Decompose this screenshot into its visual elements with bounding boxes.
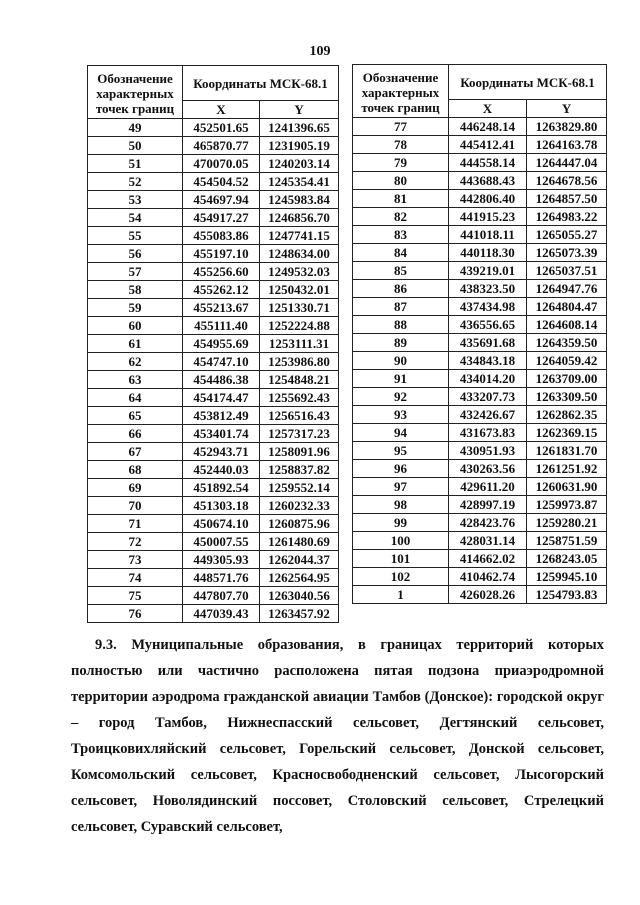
table-row <box>88 389 339 407</box>
point-number-cell: 96 <box>353 460 449 478</box>
y-coordinate-cell: 1241396.65 <box>260 119 339 137</box>
y-coordinate-cell: 1245354.41 <box>260 173 339 191</box>
x-coordinate-cell: 454486.38 <box>183 371 260 389</box>
y-coordinate-cell: 1253986.80 <box>260 353 339 371</box>
coordinates-header: Координаты МСК-68.1 <box>449 65 607 100</box>
table-row <box>88 587 339 605</box>
point-number-cell: 77 <box>353 118 449 136</box>
point-number-cell: 71 <box>88 515 183 533</box>
table-row <box>353 226 607 244</box>
table-row <box>353 406 607 424</box>
x-coordinate-cell: 434014.20 <box>449 370 527 388</box>
y-coordinate-cell: 1263457.92 <box>260 605 339 623</box>
table-row <box>353 244 607 262</box>
x-coordinate-cell: 426028.26 <box>449 586 527 604</box>
point-number-cell: 52 <box>88 173 183 191</box>
point-number-cell: 101 <box>353 550 449 568</box>
y-coordinate-cell: 1268243.05 <box>527 550 607 568</box>
table-row <box>353 280 607 298</box>
x-coordinate-cell: 452501.65 <box>183 119 260 137</box>
x-coordinate-cell: 441915.23 <box>449 208 527 226</box>
table-row <box>353 208 607 226</box>
y-coordinate-cell: 1258837.82 <box>260 461 339 479</box>
y-coordinate-cell: 1264059.42 <box>527 352 607 370</box>
table-row <box>353 298 607 316</box>
x-coordinate-cell: 447807.70 <box>183 587 260 605</box>
municipalities-paragraph: 9.3. Муниципальные образования, в границах территорий которых полностью или частично расположена пятая подзона приаэродромной территории аэродрома гражданской авиации Тамбов (Донское): городской округ – город Тамбов, Нижнеспасский сельсовет, Дегтянский сельсовет, Троицковихляйский сельсовет, Горельский сельсовет, Донской сельсовет, Комсомольский сельсовет, Красносвободненский сельсовет, Лысогорский сельсовет, Новолядинский поссовет, Столовский сельсовет, Стрелецкий сельсовет, Суравский сельсовет, <box>71 637 604 835</box>
y-coordinate-cell: 1240203.14 <box>260 155 339 173</box>
point-number-cell: 64 <box>88 389 183 407</box>
table-row <box>88 155 339 173</box>
x-coordinate-cell: 435691.68 <box>449 334 527 352</box>
y-coordinate-cell: 1247741.15 <box>260 227 339 245</box>
table-row <box>88 353 339 371</box>
y-coordinate-cell: 1261831.70 <box>527 442 607 460</box>
point-number-cell: 93 <box>353 406 449 424</box>
table-row <box>353 316 607 334</box>
point-number-cell: 73 <box>88 551 183 569</box>
table-row <box>88 371 339 389</box>
x-coordinate-cell: 454504.52 <box>183 173 260 191</box>
table-row <box>88 245 339 263</box>
x-coordinate-cell: 447039.43 <box>183 605 260 623</box>
table-row <box>353 352 607 370</box>
coordinates-table-right <box>352 64 607 604</box>
table-row <box>353 442 607 460</box>
table-row <box>353 586 607 604</box>
y-coordinate-cell: 1262369.15 <box>527 424 607 442</box>
table-row <box>353 496 607 514</box>
x-coordinate-cell: 448571.76 <box>183 569 260 587</box>
y-coordinate-cell: 1251330.71 <box>260 299 339 317</box>
table-row <box>88 497 339 515</box>
y-coordinate-cell: 1258091.96 <box>260 443 339 461</box>
point-number-cell: 78 <box>353 136 449 154</box>
table-row <box>353 118 607 136</box>
x-coordinate-cell: 438323.50 <box>449 280 527 298</box>
table-row <box>88 137 339 155</box>
x-coordinate-cell: 450674.10 <box>183 515 260 533</box>
point-number-cell: 75 <box>88 587 183 605</box>
table-row <box>88 461 339 479</box>
table-row <box>88 281 339 299</box>
point-number-cell: 91 <box>353 370 449 388</box>
y-coordinate-cell: 1264857.50 <box>527 190 607 208</box>
table-row <box>88 191 339 209</box>
table-row <box>88 533 339 551</box>
point-number-cell: 59 <box>88 299 183 317</box>
point-number-cell: 90 <box>353 352 449 370</box>
x-coordinate-cell: 441018.11 <box>449 226 527 244</box>
table-row <box>88 407 339 425</box>
y-coordinate-cell: 1264678.56 <box>527 172 607 190</box>
y-coordinate-cell: 1252224.88 <box>260 317 339 335</box>
table-row <box>88 605 339 623</box>
y-coordinate-cell: 1261480.69 <box>260 533 339 551</box>
table-row <box>88 551 339 569</box>
table-row <box>88 443 339 461</box>
coordinates-table-left <box>87 65 339 623</box>
point-number-cell: 88 <box>353 316 449 334</box>
point-number-cell: 72 <box>88 533 183 551</box>
x-coordinate-cell: 428997.19 <box>449 496 527 514</box>
x-coordinate-cell: 454917.27 <box>183 209 260 227</box>
y-coordinate-cell: 1256516.43 <box>260 407 339 425</box>
x-column-header: X <box>183 101 260 119</box>
y-coordinate-cell: 1253111.31 <box>260 335 339 353</box>
table-row <box>88 425 339 443</box>
point-label-header: Обозначение характерных точек границ <box>88 66 183 119</box>
y-coordinate-cell: 1246856.70 <box>260 209 339 227</box>
point-number-cell: 69 <box>88 479 183 497</box>
x-coordinate-cell: 434843.18 <box>449 352 527 370</box>
point-number-cell: 76 <box>88 605 183 623</box>
point-number-cell: 99 <box>353 514 449 532</box>
coordinates-header: Координаты МСК-68.1 <box>183 66 339 101</box>
y-coordinate-cell: 1250432.01 <box>260 281 339 299</box>
table-row <box>88 317 339 335</box>
y-coordinate-cell: 1265037.51 <box>527 262 607 280</box>
y-coordinate-cell: 1258751.59 <box>527 532 607 550</box>
point-number-cell: 63 <box>88 371 183 389</box>
point-number-cell: 83 <box>353 226 449 244</box>
y-coordinate-cell: 1231905.19 <box>260 137 339 155</box>
x-coordinate-cell: 451303.18 <box>183 497 260 515</box>
point-number-cell: 67 <box>88 443 183 461</box>
table-row <box>88 479 339 497</box>
point-number-cell: 1 <box>353 586 449 604</box>
y-coordinate-cell: 1248634.00 <box>260 245 339 263</box>
x-coordinate-cell: 455197.10 <box>183 245 260 263</box>
y-coordinate-cell: 1245983.84 <box>260 191 339 209</box>
point-number-cell: 62 <box>88 353 183 371</box>
table-row <box>88 119 339 137</box>
point-number-cell: 61 <box>88 335 183 353</box>
point-number-cell: 74 <box>88 569 183 587</box>
x-coordinate-cell: 437434.98 <box>449 298 527 316</box>
point-number-cell: 53 <box>88 191 183 209</box>
x-coordinate-cell: 443688.43 <box>449 172 527 190</box>
y-coordinate-cell: 1264804.47 <box>527 298 607 316</box>
point-number-cell: 51 <box>88 155 183 173</box>
point-number-cell: 60 <box>88 317 183 335</box>
point-number-cell: 58 <box>88 281 183 299</box>
x-coordinate-cell: 454747.10 <box>183 353 260 371</box>
x-coordinate-cell: 446248.14 <box>449 118 527 136</box>
x-coordinate-cell: 454174.47 <box>183 389 260 407</box>
table-row <box>88 569 339 587</box>
table-row <box>353 478 607 496</box>
x-coordinate-cell: 453812.49 <box>183 407 260 425</box>
point-number-cell: 50 <box>88 137 183 155</box>
page-number: 109 <box>309 44 331 59</box>
x-coordinate-cell: 428031.14 <box>449 532 527 550</box>
table-row <box>88 173 339 191</box>
y-coordinate-cell: 1257317.23 <box>260 425 339 443</box>
x-coordinate-cell: 455083.86 <box>183 227 260 245</box>
point-number-cell: 80 <box>353 172 449 190</box>
table-row <box>88 515 339 533</box>
x-coordinate-cell: 410462.74 <box>449 568 527 586</box>
table-row <box>353 460 607 478</box>
point-number-cell: 94 <box>353 424 449 442</box>
point-number-cell: 92 <box>353 388 449 406</box>
x-coordinate-cell: 465870.77 <box>183 137 260 155</box>
x-coordinate-cell: 431673.83 <box>449 424 527 442</box>
x-coordinate-cell: 439219.01 <box>449 262 527 280</box>
y-coordinate-cell: 1264983.22 <box>527 208 607 226</box>
table-row <box>353 136 607 154</box>
table-row <box>353 334 607 352</box>
y-coordinate-cell: 1263309.50 <box>527 388 607 406</box>
y-coordinate-cell: 1260631.90 <box>527 478 607 496</box>
x-coordinate-cell: 455213.67 <box>183 299 260 317</box>
point-number-cell: 102 <box>353 568 449 586</box>
table-row <box>88 263 339 281</box>
y-coordinate-cell: 1264447.04 <box>527 154 607 172</box>
y-coordinate-cell: 1259973.87 <box>527 496 607 514</box>
point-number-cell: 87 <box>353 298 449 316</box>
point-number-cell: 85 <box>353 262 449 280</box>
x-coordinate-cell: 454955.69 <box>183 335 260 353</box>
table-row <box>353 550 607 568</box>
x-coordinate-cell: 470070.05 <box>183 155 260 173</box>
y-coordinate-cell: 1264608.14 <box>527 316 607 334</box>
x-coordinate-cell: 429611.20 <box>449 478 527 496</box>
point-number-cell: 57 <box>88 263 183 281</box>
point-number-cell: 70 <box>88 497 183 515</box>
y-coordinate-cell: 1263040.56 <box>260 587 339 605</box>
table-row <box>88 335 339 353</box>
y-coordinate-cell: 1262862.35 <box>527 406 607 424</box>
x-coordinate-cell: 442806.40 <box>449 190 527 208</box>
y-coordinate-cell: 1255692.43 <box>260 389 339 407</box>
y-coordinate-cell: 1264163.78 <box>527 136 607 154</box>
y-coordinate-cell: 1259280.21 <box>527 514 607 532</box>
table-row <box>353 262 607 280</box>
point-number-cell: 95 <box>353 442 449 460</box>
x-coordinate-cell: 433207.73 <box>449 388 527 406</box>
x-coordinate-cell: 451892.54 <box>183 479 260 497</box>
table-row <box>88 209 339 227</box>
y-coordinate-cell: 1259552.14 <box>260 479 339 497</box>
table-row <box>353 172 607 190</box>
x-coordinate-cell: 454697.94 <box>183 191 260 209</box>
table-row <box>353 190 607 208</box>
x-coordinate-cell: 452943.71 <box>183 443 260 461</box>
y-coordinate-cell: 1261251.92 <box>527 460 607 478</box>
y-coordinate-cell: 1262564.95 <box>260 569 339 587</box>
x-coordinate-cell: 452440.03 <box>183 461 260 479</box>
x-coordinate-cell: 445412.41 <box>449 136 527 154</box>
y-coordinate-cell: 1265073.39 <box>527 244 607 262</box>
y-column-header: Y <box>527 100 607 118</box>
x-coordinate-cell: 453401.74 <box>183 425 260 443</box>
table-row <box>353 154 607 172</box>
table-row <box>353 370 607 388</box>
point-number-cell: 79 <box>353 154 449 172</box>
point-number-cell: 68 <box>88 461 183 479</box>
y-coordinate-cell: 1260875.96 <box>260 515 339 533</box>
y-coordinate-cell: 1254793.83 <box>527 586 607 604</box>
x-coordinate-cell: 428423.76 <box>449 514 527 532</box>
y-coordinate-cell: 1263829.80 <box>527 118 607 136</box>
x-coordinate-cell: 430951.93 <box>449 442 527 460</box>
point-number-cell: 89 <box>353 334 449 352</box>
point-number-cell: 82 <box>353 208 449 226</box>
x-coordinate-cell: 440118.30 <box>449 244 527 262</box>
point-number-cell: 66 <box>88 425 183 443</box>
point-number-cell: 84 <box>353 244 449 262</box>
point-number-cell: 98 <box>353 496 449 514</box>
x-coordinate-cell: 430263.56 <box>449 460 527 478</box>
y-coordinate-cell: 1260232.33 <box>260 497 339 515</box>
point-number-cell: 55 <box>88 227 183 245</box>
table-row <box>353 532 607 550</box>
x-coordinate-cell: 455111.40 <box>183 317 260 335</box>
point-number-cell: 86 <box>353 280 449 298</box>
table-row <box>353 424 607 442</box>
y-coordinate-cell: 1265055.27 <box>527 226 607 244</box>
x-coordinate-cell: 455256.60 <box>183 263 260 281</box>
table-row <box>88 299 339 317</box>
x-coordinate-cell: 436556.65 <box>449 316 527 334</box>
x-coordinate-cell: 414662.02 <box>449 550 527 568</box>
y-coordinate-cell: 1263709.00 <box>527 370 607 388</box>
point-number-cell: 100 <box>353 532 449 550</box>
y-coordinate-cell: 1249532.03 <box>260 263 339 281</box>
y-coordinate-cell: 1264947.76 <box>527 280 607 298</box>
table-row <box>353 568 607 586</box>
table-row <box>88 227 339 245</box>
point-number-cell: 65 <box>88 407 183 425</box>
point-number-cell: 56 <box>88 245 183 263</box>
x-coordinate-cell: 444558.14 <box>449 154 527 172</box>
table-row <box>353 514 607 532</box>
point-label-header: Обозначение характерных точек границ <box>353 65 449 118</box>
point-number-cell: 97 <box>353 478 449 496</box>
x-column-header: X <box>449 100 527 118</box>
y-coordinate-cell: 1264359.50 <box>527 334 607 352</box>
table-row <box>353 388 607 406</box>
y-coordinate-cell: 1262044.37 <box>260 551 339 569</box>
x-coordinate-cell: 450007.55 <box>183 533 260 551</box>
point-number-cell: 81 <box>353 190 449 208</box>
y-coordinate-cell: 1259945.10 <box>527 568 607 586</box>
y-column-header: Y <box>260 101 339 119</box>
point-number-cell: 49 <box>88 119 183 137</box>
x-coordinate-cell: 449305.93 <box>183 551 260 569</box>
x-coordinate-cell: 432426.67 <box>449 406 527 424</box>
x-coordinate-cell: 455262.12 <box>183 281 260 299</box>
y-coordinate-cell: 1254848.21 <box>260 371 339 389</box>
point-number-cell: 54 <box>88 209 183 227</box>
